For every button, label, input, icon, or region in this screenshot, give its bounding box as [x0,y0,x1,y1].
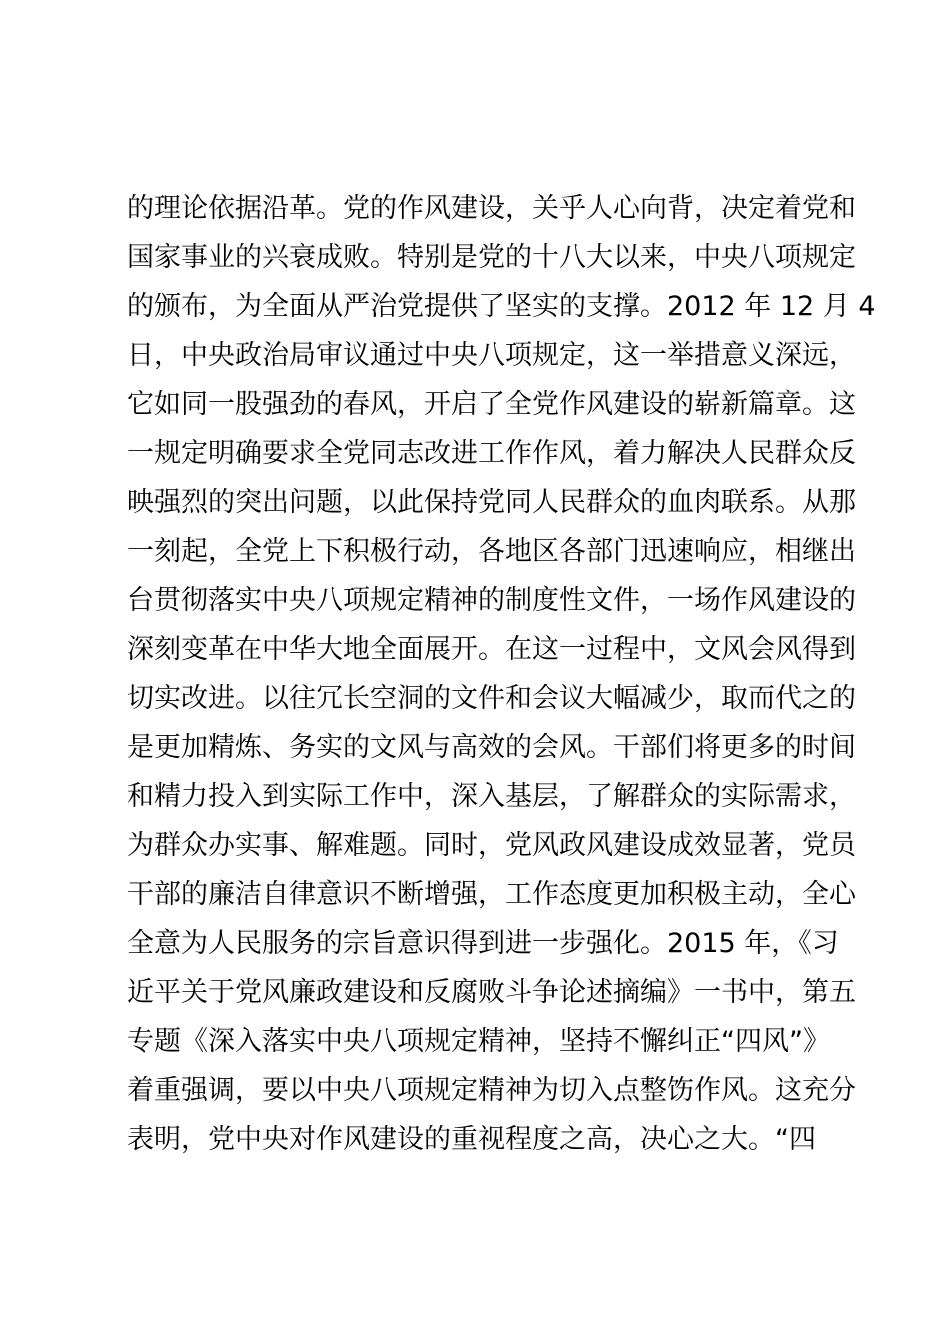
text-line-14: 为群众办实事、解难题。同时，党风政风建设成效显著，党员 [127,830,856,861]
text-line-17: 近平关于党风廉政建设和反腐败斗争论述摘编》一书中，第五 [127,977,856,1008]
text-line-8: 一刻起，全党上下积极行动，各地区各部门迅速响应，相继出 [127,536,856,567]
text-line-2: 国家事业的兴衰成败。特别是党的十八大以来，中央八项规定 [127,242,856,273]
text-line-6: 一规定明确要求全党同志改进工作作风，着力解决人民群众反 [127,438,856,469]
text-line-10: 深刻变革在中华大地全面展开。在这一过程中，文风会风得到 [127,634,856,665]
text-line-11: 切实改进。以往冗长空洞的文件和会议大幅减少，取而代之的 [127,683,856,714]
text-line-4: 日，中央政治局审议通过中央八项规定，这一举措意义深远， [127,340,856,371]
text-line-19: 着重强调，要以中央八项规定精神为切入点整饬作风。这充分 [127,1075,856,1106]
text-line-3: 的颁布，为全面从严治党提供了坚实的支撑。2012 年 12 月 4 [127,291,876,322]
text-line-12: 是更加精炼、务实的文风与高效的会风。干部们将更多的时间 [127,732,856,763]
text-line-1: 的理论依据沿革。党的作风建设，关乎人心向背，决定着党和 [127,193,856,224]
text-line-16: 全意为人民服务的宗旨意识得到进一步强化。2015 年，《习 [127,928,839,959]
text-line-5: 它如同一股强劲的春风，开启了全党作风建设的崭新篇章。这 [127,389,856,420]
body-paragraph [127,184,876,1164]
text-line-15: 干部的廉洁自律意识不断增强，工作态度更加积极主动，全心 [127,879,856,910]
text-line-7: 映强烈的突出问题，以此保持党同人民群众的血肉联系。从那 [127,487,856,518]
text-line-13: 和精力投入到实际工作中，深入基层，了解群众的实际需求， [127,781,856,812]
text-line-18: 专题《深入落实中央八项规定精神，坚持不懈纠正“四风”》 [127,1026,830,1057]
text-line-20: 表明，党中央对作风建设的重视程度之高，决心之大。“四 [127,1124,816,1155]
text-line-9: 台贯彻落实中央八项规定精神的制度性文件，一场作风建设的 [127,585,856,616]
